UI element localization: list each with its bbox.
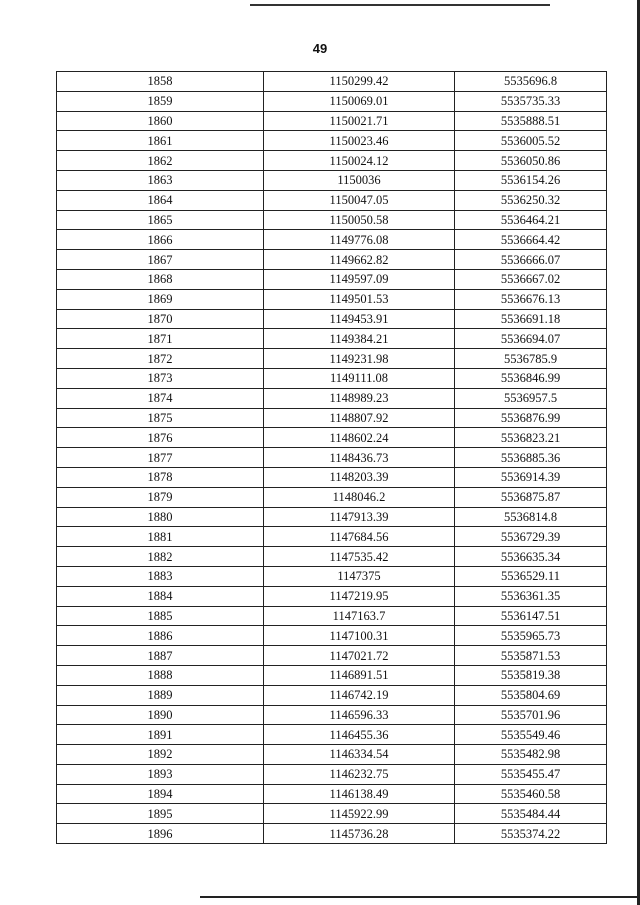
table-row: [57, 547, 607, 567]
x-coordinate-cell: 1146742.19: [264, 685, 455, 705]
point-number-cell: 1894: [57, 784, 264, 804]
y-coordinate-cell: 5535819.38: [455, 665, 607, 685]
point-number-cell: 1866: [57, 230, 264, 250]
table-row: [57, 566, 607, 586]
y-coordinate-cell: 5536635.34: [455, 547, 607, 567]
y-coordinate-cell: 5536694.07: [455, 329, 607, 349]
table-row: [57, 725, 607, 745]
table-row: [57, 210, 607, 230]
x-coordinate-cell: 1150021.71: [264, 111, 455, 131]
table-row: [57, 170, 607, 190]
x-coordinate-cell: 1150036: [264, 170, 455, 190]
x-coordinate-cell: 1150050.58: [264, 210, 455, 230]
point-number-cell: 1877: [57, 448, 264, 468]
table-row: [57, 448, 607, 468]
table-row: [57, 507, 607, 527]
x-coordinate-cell: 1149597.09: [264, 269, 455, 289]
x-coordinate-cell: 1146891.51: [264, 665, 455, 685]
y-coordinate-cell: 5536823.21: [455, 428, 607, 448]
table-row: [57, 606, 607, 626]
y-coordinate-cell: 5535549.46: [455, 725, 607, 745]
point-number-cell: 1865: [57, 210, 264, 230]
point-number-cell: 1888: [57, 665, 264, 685]
point-number-cell: 1891: [57, 725, 264, 745]
y-coordinate-cell: 5535374.22: [455, 824, 607, 844]
table-row: [57, 824, 607, 844]
point-number-cell: 1883: [57, 566, 264, 586]
table-row: [57, 329, 607, 349]
point-number-cell: 1861: [57, 131, 264, 151]
x-coordinate-cell: 1147163.7: [264, 606, 455, 626]
scan-edge-top: [250, 4, 550, 6]
x-coordinate-cell: 1145736.28: [264, 824, 455, 844]
table-row: [57, 349, 607, 369]
x-coordinate-cell: 1146596.33: [264, 705, 455, 725]
point-number-cell: 1890: [57, 705, 264, 725]
table-row: [57, 309, 607, 329]
point-number-cell: 1879: [57, 487, 264, 507]
point-number-cell: 1872: [57, 349, 264, 369]
x-coordinate-cell: 1149384.21: [264, 329, 455, 349]
table-row: [57, 626, 607, 646]
table-row: [57, 467, 607, 487]
x-coordinate-cell: 1150047.05: [264, 190, 455, 210]
scan-edge-bottom: [200, 896, 640, 898]
y-coordinate-cell: 5535888.51: [455, 111, 607, 131]
x-coordinate-cell: 1147219.95: [264, 586, 455, 606]
point-number-cell: 1887: [57, 646, 264, 666]
point-number-cell: 1862: [57, 151, 264, 171]
point-number-cell: 1874: [57, 388, 264, 408]
x-coordinate-cell: 1149662.82: [264, 250, 455, 270]
table-row: [57, 745, 607, 765]
table-row: [57, 646, 607, 666]
y-coordinate-cell: 5536914.39: [455, 467, 607, 487]
y-coordinate-cell: 5535455.47: [455, 764, 607, 784]
table-row: [57, 685, 607, 705]
table-row: [57, 665, 607, 685]
coordinates-table-body: [57, 72, 607, 844]
x-coordinate-cell: 1150069.01: [264, 91, 455, 111]
y-coordinate-cell: 5536846.99: [455, 368, 607, 388]
x-coordinate-cell: 1148602.24: [264, 428, 455, 448]
y-coordinate-cell: 5536785.9: [455, 349, 607, 369]
x-coordinate-cell: 1147375: [264, 566, 455, 586]
x-coordinate-cell: 1147913.39: [264, 507, 455, 527]
y-coordinate-cell: 5535871.53: [455, 646, 607, 666]
x-coordinate-cell: 1148807.92: [264, 408, 455, 428]
table-row: [57, 428, 607, 448]
point-number-cell: 1882: [57, 547, 264, 567]
y-coordinate-cell: 5536957.5: [455, 388, 607, 408]
point-number-cell: 1873: [57, 368, 264, 388]
point-number-cell: 1881: [57, 527, 264, 547]
table-row: [57, 586, 607, 606]
y-coordinate-cell: 5535482.98: [455, 745, 607, 765]
x-coordinate-cell: 1149776.08: [264, 230, 455, 250]
point-number-cell: 1875: [57, 408, 264, 428]
x-coordinate-cell: 1149501.53: [264, 289, 455, 309]
x-coordinate-cell: 1150023.46: [264, 131, 455, 151]
table-row: [57, 91, 607, 111]
x-coordinate-cell: 1147535.42: [264, 547, 455, 567]
y-coordinate-cell: 5536666.07: [455, 250, 607, 270]
x-coordinate-cell: 1148046.2: [264, 487, 455, 507]
table-row: [57, 784, 607, 804]
table-row: [57, 408, 607, 428]
x-coordinate-cell: 1147684.56: [264, 527, 455, 547]
point-number-cell: 1885: [57, 606, 264, 626]
x-coordinate-cell: 1145922.99: [264, 804, 455, 824]
table-row: [57, 368, 607, 388]
point-number-cell: 1892: [57, 745, 264, 765]
table-row: [57, 804, 607, 824]
x-coordinate-cell: 1149453.91: [264, 309, 455, 329]
x-coordinate-cell: 1147100.31: [264, 626, 455, 646]
table-row: [57, 527, 607, 547]
y-coordinate-cell: 5536050.86: [455, 151, 607, 171]
point-number-cell: 1876: [57, 428, 264, 448]
x-coordinate-cell: 1148989.23: [264, 388, 455, 408]
y-coordinate-cell: 5536154.26: [455, 170, 607, 190]
y-coordinate-cell: 5536814.8: [455, 507, 607, 527]
point-number-cell: 1863: [57, 170, 264, 190]
y-coordinate-cell: 5536147.51: [455, 606, 607, 626]
point-number-cell: 1871: [57, 329, 264, 349]
point-number-cell: 1895: [57, 804, 264, 824]
point-number-cell: 1880: [57, 507, 264, 527]
point-number-cell: 1860: [57, 111, 264, 131]
x-coordinate-cell: 1146138.49: [264, 784, 455, 804]
point-number-cell: 1859: [57, 91, 264, 111]
point-number-cell: 1864: [57, 190, 264, 210]
x-coordinate-cell: 1146455.36: [264, 725, 455, 745]
y-coordinate-cell: 5535701.96: [455, 705, 607, 725]
point-number-cell: 1867: [57, 250, 264, 270]
x-coordinate-cell: 1150024.12: [264, 151, 455, 171]
y-coordinate-cell: 5536005.52: [455, 131, 607, 151]
y-coordinate-cell: 5536250.32: [455, 190, 607, 210]
point-number-cell: 1886: [57, 626, 264, 646]
y-coordinate-cell: 5536667.02: [455, 269, 607, 289]
y-coordinate-cell: 5535696.8: [455, 72, 607, 92]
table-row: [57, 190, 607, 210]
point-number-cell: 1878: [57, 467, 264, 487]
table-row: [57, 705, 607, 725]
point-number-cell: 1870: [57, 309, 264, 329]
point-number-cell: 1858: [57, 72, 264, 92]
y-coordinate-cell: 5536529.11: [455, 566, 607, 586]
y-coordinate-cell: 5536729.39: [455, 527, 607, 547]
table-row: [57, 250, 607, 270]
y-coordinate-cell: 5535484.44: [455, 804, 607, 824]
point-number-cell: 1868: [57, 269, 264, 289]
y-coordinate-cell: 5536875.87: [455, 487, 607, 507]
page-number: 49: [312, 41, 328, 56]
point-number-cell: 1893: [57, 764, 264, 784]
point-number-cell: 1889: [57, 685, 264, 705]
y-coordinate-cell: 5535735.33: [455, 91, 607, 111]
point-number-cell: 1884: [57, 586, 264, 606]
y-coordinate-cell: 5536664.42: [455, 230, 607, 250]
table-row: [57, 72, 607, 92]
x-coordinate-cell: 1148436.73: [264, 448, 455, 468]
table-row: [57, 230, 607, 250]
table-row: [57, 487, 607, 507]
y-coordinate-cell: 5535965.73: [455, 626, 607, 646]
table-row: [57, 764, 607, 784]
y-coordinate-cell: 5535460.58: [455, 784, 607, 804]
y-coordinate-cell: 5536464.21: [455, 210, 607, 230]
y-coordinate-cell: 5536691.18: [455, 309, 607, 329]
x-coordinate-cell: 1150299.42: [264, 72, 455, 92]
x-coordinate-cell: 1146232.75: [264, 764, 455, 784]
table-row: [57, 388, 607, 408]
x-coordinate-cell: 1147021.72: [264, 646, 455, 666]
x-coordinate-cell: 1149231.98: [264, 349, 455, 369]
point-number-cell: 1869: [57, 289, 264, 309]
table-row: [57, 131, 607, 151]
point-number-cell: 1896: [57, 824, 264, 844]
y-coordinate-cell: 5536361.35: [455, 586, 607, 606]
x-coordinate-cell: 1149111.08: [264, 368, 455, 388]
coordinates-table: [56, 71, 607, 844]
x-coordinate-cell: 1148203.39: [264, 467, 455, 487]
y-coordinate-cell: 5536885.36: [455, 448, 607, 468]
x-coordinate-cell: 1146334.54: [264, 745, 455, 765]
table-row: [57, 269, 607, 289]
y-coordinate-cell: 5536876.99: [455, 408, 607, 428]
table-row: [57, 289, 607, 309]
y-coordinate-cell: 5536676.13: [455, 289, 607, 309]
table-row: [57, 111, 607, 131]
y-coordinate-cell: 5535804.69: [455, 685, 607, 705]
table-row: [57, 151, 607, 171]
